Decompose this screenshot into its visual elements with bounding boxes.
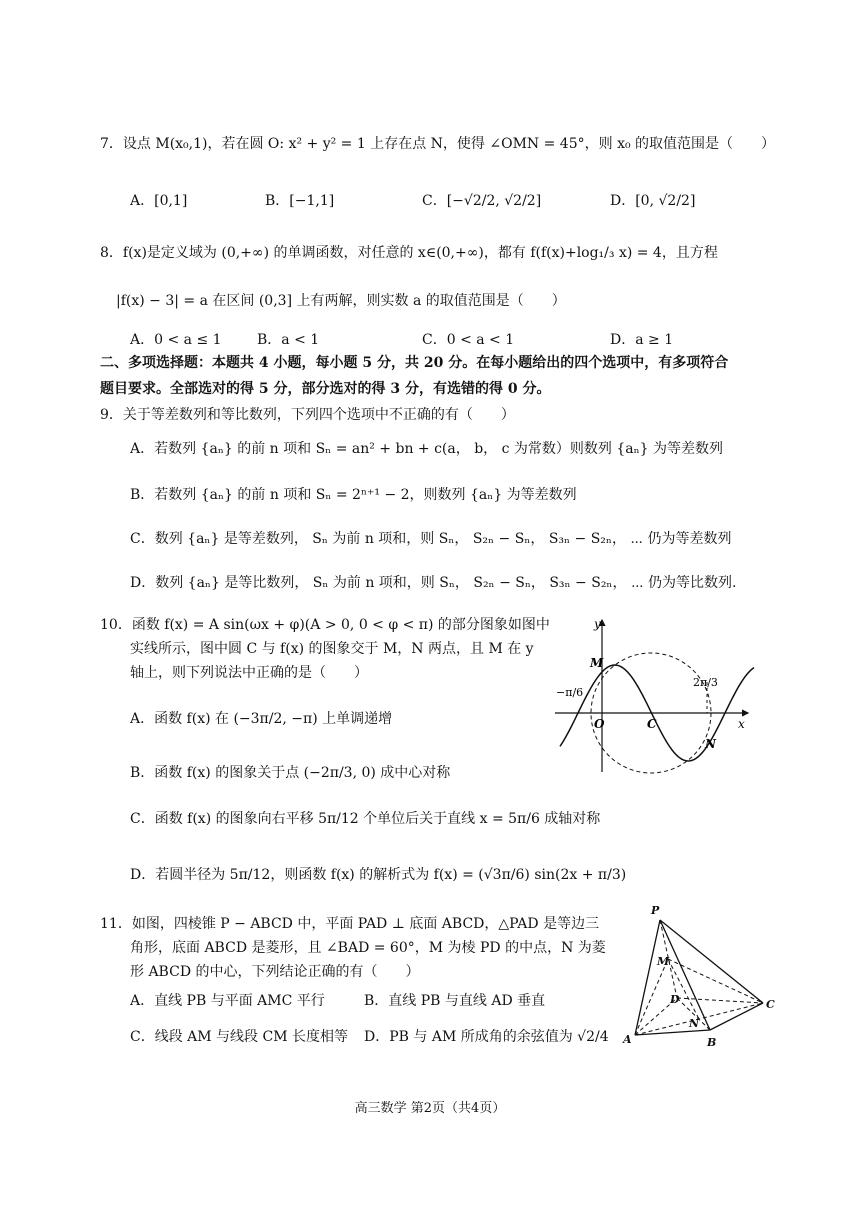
edge-pa	[635, 920, 660, 1035]
q8-option-a: A．0 < a ≤ 1	[130, 332, 222, 348]
q9-option-b: B．若数列 {aₙ} 的前 n 项和 Sₙ = 2ⁿ⁺¹ − 2，则数列 {aₙ} 为等差数列	[130, 487, 577, 503]
label-c: C	[766, 998, 775, 1011]
q11-stem: 11．如图，四棱锥 P − ABCD 中，平面 PAD ⊥ 底面 ABCD，△PAD 是等边三	[100, 916, 600, 932]
q10-stem: 10．函数 f(x) = A sin(ωx + φ)(A > 0, 0 < φ < π) 的部分图象如图中	[100, 617, 550, 633]
label-p: P	[651, 904, 660, 917]
edge-ab	[635, 1030, 710, 1035]
q11-option-c: C．线段 AM 与线段 CM 长度相等	[130, 1029, 349, 1045]
q9-option-d: D．数列 {aₙ} 是等比数列， Sₙ 为前 n 项和，则 Sₙ， S₂ₙ − Sₙ， S₃ₙ − S₂ₙ， ⋯ 仍为等比数列.	[130, 575, 737, 591]
label-x: x	[738, 717, 745, 731]
edge-dc	[677, 998, 763, 1003]
seg-mc	[668, 959, 763, 1003]
seg-am	[635, 959, 668, 1035]
label-n: N	[689, 1017, 700, 1030]
label-y: y	[594, 617, 601, 631]
section-heading: 二、多项选择题：本题共 4 小题，每小题 5 分，共 20 分。在每小题给出的四个选项中，有多项符合	[100, 355, 729, 371]
q11-option-d: D．PB 与 AM 所成角的余弦值为 √2/4	[364, 1029, 609, 1045]
q8-option-b: B．a < 1	[257, 332, 320, 348]
label-m: M	[657, 955, 670, 968]
q11-option-b: B．直线 PB 与直线 AD 垂直	[364, 993, 546, 1009]
q7-stem: 7．设点 M(x₀,1)，若在圆 O: x² + y² = 1 上存在点 N，使得 ∠OMN = 45°，则 x₀ 的取值范围是（ ）	[100, 136, 776, 152]
q10-stem-line3: 轴上，则下列说法中正确的是（ ）	[130, 665, 368, 681]
label-n: N	[705, 737, 716, 751]
label-neg-pi-6: −π/6	[556, 686, 584, 699]
label-c: C	[647, 717, 657, 731]
q11-option-a: A．直线 PB 与平面 AMC 平行	[130, 993, 325, 1009]
label-a: A	[623, 1033, 632, 1046]
q10-stem-line2: 实线所示，图中圆 C 与 f(x) 的图象交于 M，N 两点，且 M 在 y	[130, 641, 534, 657]
pyramid-figure	[615, 900, 785, 1055]
label-b: B	[707, 1036, 717, 1049]
seg-mn	[668, 959, 699, 1019]
q9-option-c: C．数列 {aₙ} 是等差数列， Sₙ 为前 n 项和，则 Sₙ， S₂ₙ − Sₙ， S₃ₙ − S₂ₙ， ⋯ 仍为等差数列	[130, 531, 732, 547]
sine-graph-figure	[550, 612, 760, 782]
q8-stem: 8．f(x)是定义域为 (0,+∞) 的单调函数，对任意的 x∈(0,+∞)，都有 f(f(x)+log₁/₃ x) = 4，且方程	[100, 245, 718, 261]
q9-stem: 9．关于等差数列和等比数列，下列四个选项中不正确的有（ ）	[100, 407, 515, 423]
q8-option-d: D．a ≥ 1	[610, 332, 674, 348]
q10-option-a: A．函数 f(x) 在 (−3π/2, −π) 上单调递增	[130, 711, 393, 727]
q8-option-c: C．0 < a < 1	[422, 332, 515, 348]
q7-option-a: A．[0,1]	[130, 193, 188, 209]
q7-option-d: D．[0, √2/2]	[610, 193, 696, 209]
label-d: D	[670, 993, 680, 1006]
q7-option-c: C．[−√2/2, √2/2]	[422, 193, 542, 209]
q7-option-b: B．[−1,1]	[265, 193, 335, 209]
q10-option-b: B．函数 f(x) 的图象关于点 (−2π/3, 0) 成中心对称	[130, 765, 451, 781]
q10-option-c: C．函数 f(x) 的图象向右平移 5π/12 个单位后关于直线 x = 5π/6 成轴对称	[130, 811, 601, 827]
label-m: M	[590, 656, 604, 670]
q9-option-a: A．若数列 {aₙ} 的前 n 项和 Sₙ = an² + bn + c(a， b， c 为常数）则数列 {aₙ} 为等差数列	[130, 441, 724, 457]
edge-bc	[710, 1003, 763, 1030]
page-footer: 高三数学 第2页（共4页）	[354, 1101, 506, 1116]
q8-stem-continued: |f(x) − 3| = a 在区间 (0,3] 上有两解，则实数 a 的取值范围是（ ）	[116, 293, 566, 309]
section-heading-continued: 题目要求。全部选对的得 5 分，部分选对的得 3 分，有选错的得 0 分。	[100, 381, 551, 397]
q11-stem-line2: 角形，底面 ABCD 是菱形，且 ∠BAD = 60°，M 为棱 PD 的中点，N 为菱	[130, 940, 606, 956]
label-o: O	[594, 717, 605, 731]
label-2pi-3: 2π/3	[693, 676, 718, 689]
q10-option-d: D．若圆半径为 5π/12，则函数 f(x) 的解析式为 f(x) = (√3π/6) sin(2x + π/3)	[130, 867, 627, 883]
q11-stem-line3: 形 ABCD 的中心，下列结论正确的有（ ）	[130, 964, 420, 980]
